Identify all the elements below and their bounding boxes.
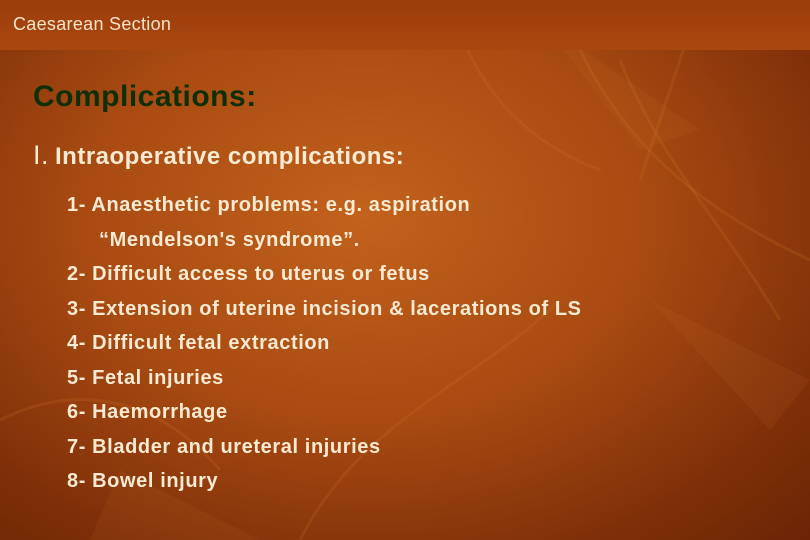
list-item: 3- Extension of uterine incision & lacerations of LS [67,297,582,320]
slide-title: Complications: [33,80,257,113]
complications-list [67,188,582,499]
list-item: 5- Fetal injuries [67,366,224,389]
section-heading [33,140,404,171]
header-title: Caesarean Section [13,14,172,34]
section-numeral: I. [33,140,50,170]
list-item: 4- Difficult fetal extraction [67,332,330,354]
list-item: 2- Difficult access to uterus or fetus [67,263,430,285]
list-item: 6- Haemorrhage [67,401,228,423]
list-item: 7- Bladder and ureteral injuries [67,435,381,458]
list-item [67,188,582,257]
header-bar [0,0,810,50]
list-item-continuation: “Mendelson's syndrome”. [99,228,360,251]
section-heading-text: Intraoperative complications: [55,143,405,170]
list-item-text: 1- Anaesthetic problems: e.g. aspiration [67,194,471,216]
list-item: 8- Bowel injury [67,470,219,492]
